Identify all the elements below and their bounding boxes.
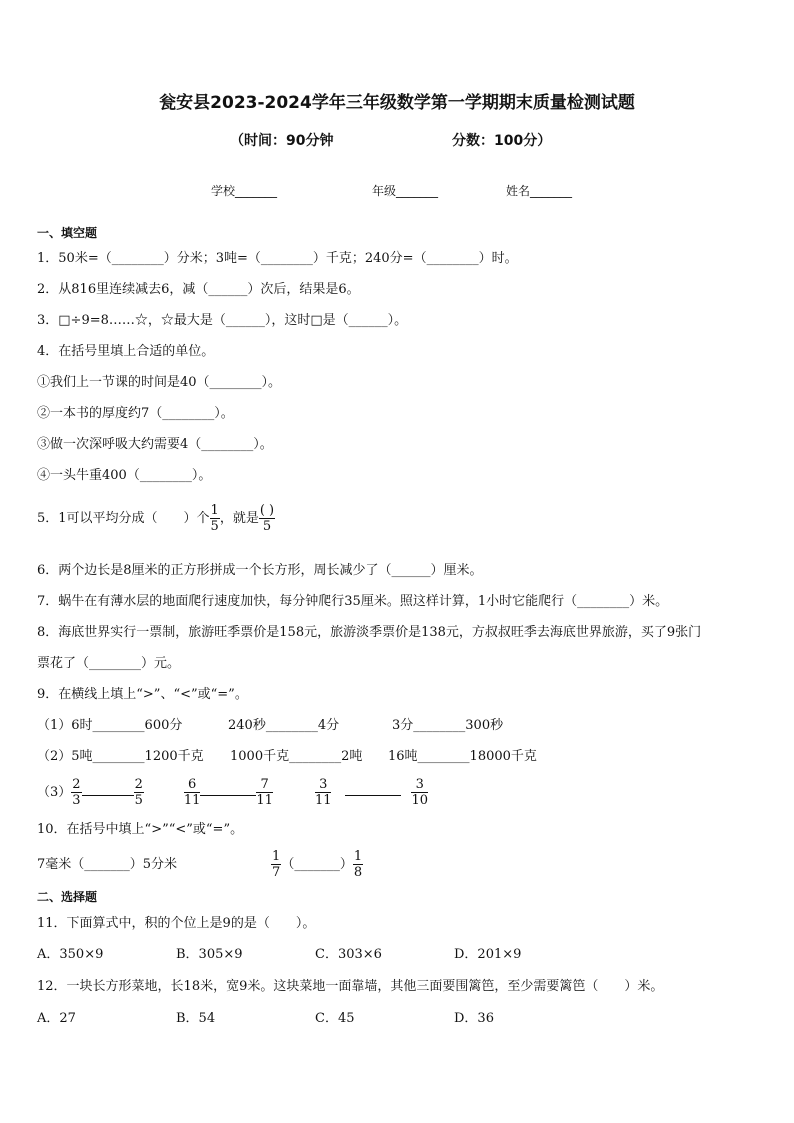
question-7: 7．蜗牛在有薄水层的地面爬行速度加快，每分钟爬行35厘米。照这样计算，1小时它能爬行（________）米。: [37, 594, 669, 609]
section-choice-heading: 二、选择题: [37, 890, 98, 904]
question-4-2: ②一本书的厚度约7（________）。: [37, 406, 234, 421]
question-9-3-label: （3）: [37, 785, 72, 800]
answer-blank[interactable]: [200, 783, 256, 796]
question-10-a: 7毫米（_______）5分米: [37, 857, 178, 872]
fraction-numerator: 1: [353, 849, 363, 864]
exam-title: 瓮安县2023-2024学年三年级数学第一学期期末质量检测试题: [159, 93, 635, 113]
q11-option-c[interactable]: C．303×6: [315, 947, 382, 962]
fraction-numerator: 2: [134, 777, 143, 792]
question-11: 11．下面算式中，积的个位上是9的是（ ）。: [37, 916, 316, 931]
question-3: 3．□÷9=8……☆，☆最大是（______），这时□是（______）。: [37, 313, 408, 328]
fraction-7-11: [256, 777, 273, 808]
fraction-6-11: [184, 777, 201, 808]
question-9-2c: 16吨________18000千克: [388, 749, 537, 764]
question-5: [37, 503, 275, 534]
school-field: 学校_______: [211, 184, 278, 198]
fraction-denominator: 11: [314, 793, 332, 808]
fraction-numerator: 1: [272, 849, 281, 864]
question-10-items: [37, 848, 363, 882]
fraction-denominator: 11: [183, 793, 201, 808]
fraction-denominator: 3: [72, 793, 81, 808]
fraction-numerator: 2: [72, 777, 81, 792]
answer-blank[interactable]: [82, 783, 134, 796]
question-10-blank: （_______）: [281, 857, 353, 872]
fraction-2-5: [134, 777, 144, 808]
question-9-1a: （1）6时________600分: [37, 718, 183, 733]
q12-option-b[interactable]: B．54: [176, 1011, 216, 1026]
question-9-2a: （2）5吨________1200千克: [37, 749, 204, 764]
question-9-3: [37, 776, 428, 810]
fraction-denominator: 7: [272, 865, 281, 880]
fraction-numerator: 7: [256, 777, 273, 793]
question-4-3: ③做一次深呼吸大约需要4（________）。: [37, 437, 273, 452]
question-2: 2．从816里连续减去6，减（______）次后，结果是6。: [37, 282, 360, 297]
fraction-numerator: 3: [411, 777, 428, 793]
answer-blank[interactable]: [345, 783, 401, 796]
fraction-numerator: 1: [210, 503, 219, 518]
q12-option-a[interactable]: A．27: [37, 1011, 76, 1026]
grade-field: 年级_______: [372, 184, 439, 198]
question-12: 12．一块长方形菜地，长18米，宽9米。这块菜地一面靠墙，其他三面要围篱笆，至少需要篱笆（ ）米。: [37, 979, 664, 994]
question-8-line2: 票花了（________）元。: [37, 656, 181, 671]
section-fill-heading: 一、填空题: [37, 226, 98, 240]
name-field: 姓名_______: [506, 184, 573, 198]
fraction-numerator: ( ): [259, 503, 275, 518]
fraction-denominator: 10: [411, 793, 429, 808]
question-4: 4．在括号里填上合适的单位。: [37, 344, 215, 359]
fraction-numerator: 3: [315, 777, 332, 793]
q12-option-c[interactable]: C．45: [315, 1011, 355, 1026]
question-4-4: ④一头牛重400（________）。: [37, 468, 212, 483]
fraction-one-fifth: [210, 503, 220, 534]
q11-option-a[interactable]: A．350×9: [37, 947, 104, 962]
question-10: 10．在括号中填上“>”“<”或“=”。: [37, 822, 244, 837]
question-5-text-b: ，就是: [219, 511, 259, 526]
exam-score: 分数：100分）: [452, 133, 552, 149]
question-8-line1: 8．海底世界实行一票制，旅游旺季票价是158元，旅游淡季票价是138元，方叔叔旺季去海底世界旅游，买了9张门: [37, 625, 702, 640]
fraction-blank-fifth: [259, 503, 275, 534]
q11-option-d[interactable]: D．201×9: [454, 947, 522, 962]
fraction-2-3: [71, 777, 81, 808]
fraction-numerator: 6: [184, 777, 201, 793]
question-9-1b: 240秒________4分: [228, 718, 340, 733]
q11-option-b[interactable]: B．305×9: [176, 947, 243, 962]
fraction-denominator: 11: [256, 793, 273, 808]
question-9: 9．在横线上填上“>”、“<”或“=”。: [37, 687, 248, 702]
fraction-denominator: 5: [134, 793, 143, 808]
fraction-denominator: 5: [210, 519, 219, 534]
fraction-denominator: 5: [262, 519, 272, 534]
question-9-2b: 1000千克________2吨: [230, 749, 363, 764]
fraction-3-10: [411, 777, 428, 808]
question-9-1c: 3分________300秒: [392, 718, 504, 733]
exam-time: （时间：90分钟: [230, 133, 334, 149]
question-1: 1．50米=（________）分米；3吨=（________）千克；240分=（________）时。: [37, 251, 518, 266]
question-6: 6．两个边长是8厘米的正方形拼成一个长方形，周长减少了（______）厘米。: [37, 563, 483, 578]
fraction-1-7: [271, 849, 281, 880]
fraction-3-11: [315, 777, 332, 808]
question-5-text-a: 5．1可以平均分成（ ）个: [37, 511, 210, 526]
question-4-1: ①我们上一节课的时间是40（________）。: [37, 375, 282, 390]
fraction-1-8: [353, 849, 363, 880]
q12-option-d[interactable]: D．36: [454, 1011, 494, 1026]
fraction-denominator: 8: [353, 865, 363, 880]
